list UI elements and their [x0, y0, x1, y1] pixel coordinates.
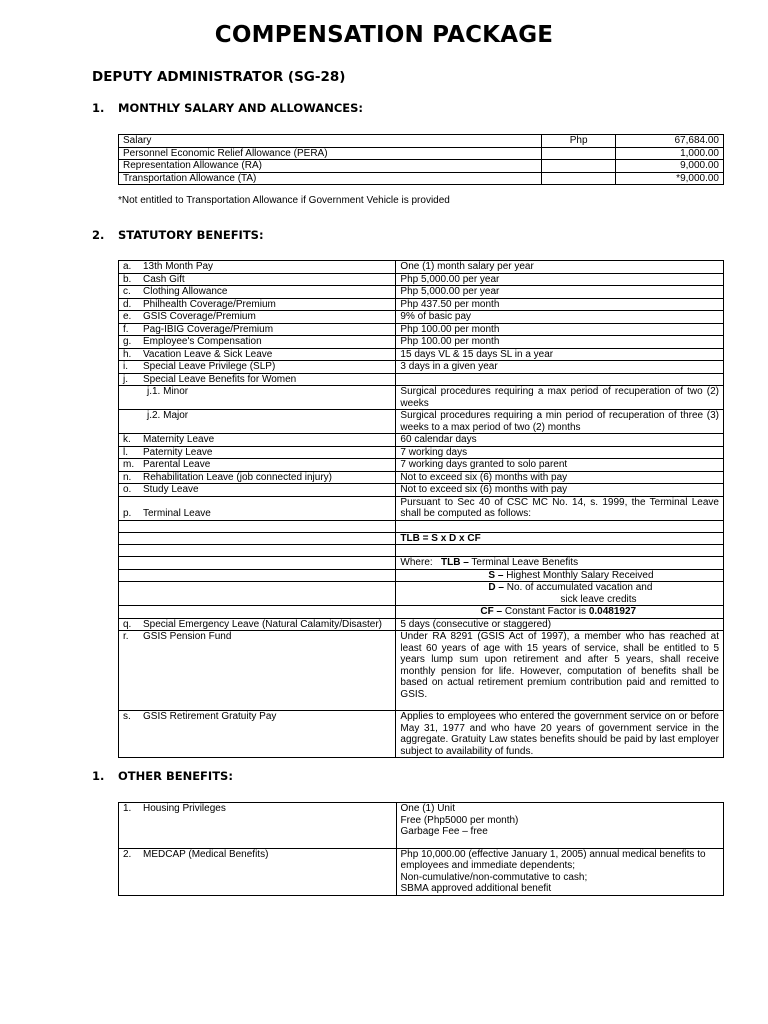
item-letter: m.	[123, 459, 135, 470]
benefit-name: Philhealth Coverage/Premium	[143, 298, 276, 310]
benefit-name: Cash Gift	[143, 273, 185, 285]
section-heading-statutory	[92, 228, 264, 242]
section-heading-text: OTHER BENEFITS:	[118, 769, 233, 783]
table-row	[119, 361, 724, 374]
table-row	[119, 434, 724, 447]
where-label: Where:	[400, 557, 433, 568]
benefit-name: MEDCAP (Medical Benefits)	[143, 848, 269, 860]
table-row	[119, 803, 724, 849]
table-row	[119, 545, 724, 557]
table-row	[119, 286, 724, 299]
benefit-name: Vacation Leave & Sick Leave	[143, 348, 273, 360]
benefit-value: Php 10,000.00 (effective January 1, 2005) annual medical benefits to employees and immediate dependents;	[400, 848, 706, 871]
benefit-value: 9% of basic pay	[396, 311, 724, 324]
table-row	[119, 160, 724, 173]
benefit-value: One (1) Unit	[400, 803, 455, 814]
item-letter: q.	[123, 618, 132, 630]
salary-label: Salary	[119, 135, 542, 148]
item-letter: c.	[123, 286, 131, 297]
table-row	[119, 298, 724, 311]
tlb-key: TLB –	[441, 557, 469, 568]
benefit-name: Housing Privileges	[143, 803, 226, 814]
item-letter: b.	[123, 273, 132, 285]
benefit-name: Special Leave Benefits for Women	[143, 373, 297, 385]
benefit-value: Not to exceed six (6) months with pay	[396, 484, 724, 497]
other-benefits-table	[118, 802, 724, 896]
salary-currency: Php	[542, 135, 616, 148]
table-row	[119, 582, 724, 606]
benefit-value: 60 calendar days	[396, 434, 724, 447]
item-letter: n.	[123, 471, 132, 483]
table-row	[119, 135, 724, 148]
benefit-value: Php 437.50 per month	[396, 298, 724, 311]
section-number: 2.	[92, 228, 105, 242]
d-key: D –	[488, 582, 504, 593]
benefit-value: 15 days VL & 15 days SL in a year	[396, 348, 724, 361]
table-row	[119, 446, 724, 459]
benefit-value: Under RA 8291 (GSIS Act of 1997), a member who has reached at least 60 years of age with 15 years of service, shall be entitled to 5 years lump sum upon retirement and after 5 years, shall receive monthly pension for life. However, computation of benefits shall be based on actual retirement premium contribution paid and remitted to GSIS.	[396, 631, 724, 711]
item-letter: r.	[123, 631, 129, 642]
salary-amount: 67,684.00	[616, 135, 724, 148]
benefit-value: Php 100.00 per month	[396, 323, 724, 336]
position-title: DEPUTY ADMINISTRATOR (SG-28)	[92, 69, 346, 85]
benefit-name: Maternity Leave	[143, 434, 215, 445]
benefit-value: Surgical procedures requiring a max period of recuperation of two (2) weeks	[396, 386, 724, 410]
d-desc: No. of accumulated vacation and	[506, 582, 653, 593]
item-letter: i.	[123, 361, 128, 372]
table-row	[119, 471, 724, 484]
benefit-value: One (1) month salary per year	[396, 261, 724, 274]
benefit-value: Surgical procedures requiring a min period of recuperation of three (3) weeks to a max period of two (2) months	[396, 410, 724, 434]
table-row	[119, 606, 724, 619]
statutory-benefits-table	[118, 260, 724, 758]
table-row	[119, 484, 724, 497]
cf-key: CF –	[480, 606, 503, 617]
table-row	[119, 631, 724, 711]
table-row	[119, 711, 724, 758]
benefit-name: j.1. Minor	[119, 386, 396, 410]
table-row	[119, 336, 724, 349]
salary-currency	[542, 172, 616, 185]
benefit-name: GSIS Coverage/Premium	[143, 311, 256, 322]
section-heading-text: MONTHLY SALARY AND ALLOWANCES:	[118, 101, 364, 115]
table-row	[119, 386, 724, 410]
cf-value: 0.0481927	[588, 606, 637, 617]
item-letter: l.	[123, 446, 128, 458]
benefit-name: Parental Leave	[143, 459, 211, 470]
benefit-name: Clothing Allowance	[143, 286, 228, 297]
item-letter: a.	[123, 261, 132, 272]
benefit-value: Garbage Fee – free	[400, 826, 488, 837]
salary-amount: 1,000.00	[616, 147, 724, 160]
transportation-note: *Not entitled to Transportation Allowance if Government Vehicle is provided	[118, 195, 450, 206]
table-row	[119, 311, 724, 324]
section-heading-text: STATUTORY BENEFITS:	[118, 228, 264, 242]
item-letter: f.	[123, 323, 129, 335]
cf-desc: Constant Factor is	[504, 606, 587, 617]
benefit-name: Special Emergency Leave (Natural Calamity/Disaster)	[143, 618, 382, 630]
tlb-desc: Terminal Leave Benefits	[471, 557, 579, 568]
item-letter: j.	[123, 373, 128, 385]
table-row	[119, 848, 724, 895]
benefit-name: GSIS Pension Fund	[143, 631, 232, 642]
benefit-value: 3 days in a given year	[396, 361, 724, 374]
salary-label: Transportation Allowance (TA)	[119, 172, 542, 185]
benefit-value: 7 working days	[396, 446, 724, 459]
section-number: 1.	[92, 769, 105, 783]
table-row	[119, 410, 724, 434]
item-letter: o.	[123, 484, 132, 495]
item-letter: h.	[123, 348, 132, 360]
section-number: 1.	[92, 101, 105, 115]
benefit-name: Rehabilitation Leave (job connected injury)	[143, 471, 333, 483]
section-heading-other	[92, 769, 233, 783]
benefit-value: 5 days (consecutive or staggered)	[396, 618, 724, 631]
salary-label: Personnel Economic Relief Allowance (PERA)	[119, 147, 542, 160]
benefit-name: j.2. Major	[119, 410, 396, 434]
table-row	[119, 496, 724, 520]
section-heading-salary	[92, 101, 363, 115]
benefit-name: 13th Month Pay	[143, 261, 214, 272]
salary-amount: 9,000.00	[616, 160, 724, 173]
item-letter: k.	[123, 434, 131, 445]
d-desc-cont: sick leave credits	[560, 593, 637, 605]
benefit-name: Terminal Leave	[143, 508, 211, 519]
benefit-value	[396, 373, 724, 386]
benefit-name: GSIS Retirement Gratuity Pay	[143, 711, 277, 722]
benefit-name: Employee's Compensation	[143, 336, 262, 347]
table-row	[119, 261, 724, 274]
salary-currency	[542, 160, 616, 173]
salary-table	[118, 134, 724, 185]
benefit-value: Free (Php5000 per month)	[400, 814, 519, 826]
item-letter: e.	[123, 311, 132, 322]
document-title: COMPENSATION PACKAGE	[214, 22, 554, 48]
benefit-value: Php 100.00 per month	[396, 336, 724, 349]
table-row	[119, 323, 724, 336]
table-row	[119, 520, 724, 532]
table-row	[119, 459, 724, 472]
salary-currency	[542, 147, 616, 160]
table-row	[119, 569, 724, 582]
benefit-value: Pursuant to Sec 40 of CSC MC No. 14, s. 1999, the Terminal Leave shall be computed as follows:	[396, 496, 724, 520]
benefit-value: SBMA approved additional benefit	[400, 883, 552, 894]
benefit-value: Applies to employees who entered the government service on or before May 31, 1977 and who have 20 years of government service in the aggregate. Gratuity Law states benefits should be paid by last employer subject to availability of funds.	[396, 711, 724, 758]
benefit-name: Paternity Leave	[143, 446, 213, 458]
item-letter: s.	[123, 711, 131, 722]
benefit-name: Pag-IBIG Coverage/Premium	[143, 323, 274, 335]
s-desc: Highest Monthly Salary Received	[506, 569, 654, 581]
benefit-value: Non-cumulative/non-commutative to cash;	[400, 871, 588, 883]
item-letter: d.	[123, 298, 132, 310]
benefit-value: Not to exceed six (6) months with pay	[396, 471, 724, 484]
table-row	[119, 273, 724, 286]
salary-amount: *9,000.00	[616, 172, 724, 185]
table-row	[119, 557, 724, 570]
table-row	[119, 618, 724, 631]
table-row	[119, 147, 724, 160]
benefit-name: Special Leave Privilege (SLP)	[143, 361, 276, 372]
s-key: S –	[488, 569, 504, 581]
item-letter: p.	[123, 508, 132, 519]
table-row	[119, 532, 724, 545]
benefit-value: Php 5,000.00 per year	[396, 273, 724, 286]
item-letter: g.	[123, 336, 132, 347]
table-row	[119, 348, 724, 361]
benefit-name: Study Leave	[143, 484, 199, 495]
table-row	[119, 172, 724, 185]
benefit-value: 7 working days granted to solo parent	[396, 459, 724, 472]
item-number: 1.	[123, 803, 132, 814]
salary-label: Representation Allowance (RA)	[119, 160, 542, 173]
benefit-value: Php 5,000.00 per year	[396, 286, 724, 299]
table-row	[119, 373, 724, 386]
terminal-leave-formula: TLB = S x D x CF	[400, 532, 481, 544]
item-number: 2.	[123, 848, 132, 860]
